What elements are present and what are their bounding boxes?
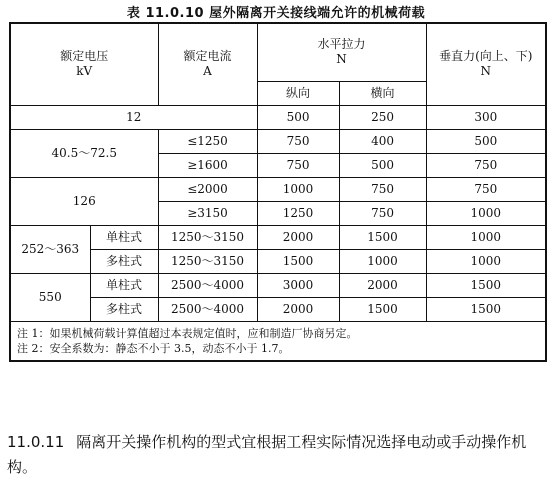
header-row	[10, 23, 546, 81]
cell-current: ≥3150	[158, 201, 257, 225]
cell-vertical: 750	[426, 177, 546, 201]
cell-current: ≥1600	[158, 153, 257, 177]
cell-longitudinal: 1500	[257, 249, 339, 273]
cell-current: 1250～3150	[158, 249, 257, 273]
cell-transverse: 400	[339, 129, 426, 153]
notes-row	[10, 321, 546, 361]
cell-column-type: 单柱式	[90, 225, 158, 249]
table-row	[10, 273, 546, 297]
cell-longitudinal: 1000	[257, 177, 339, 201]
cell-transverse: 1500	[339, 297, 426, 321]
cell-vertical: 1000	[426, 249, 546, 273]
table-row	[10, 225, 546, 249]
mechanical-load-table	[9, 22, 547, 362]
cell-transverse: 750	[339, 177, 426, 201]
cell-voltage: 12	[10, 105, 257, 129]
cell-column-type: 多柱式	[90, 249, 158, 273]
table-row	[10, 177, 546, 201]
cell-longitudinal: 2000	[257, 297, 339, 321]
cell-transverse: 1000	[339, 249, 426, 273]
cell-vertical: 1500	[426, 297, 546, 321]
header-vertical-force: 垂直力(向上、下) N	[426, 23, 546, 105]
cell-current: 2500～4000	[158, 297, 257, 321]
note-1: 注 1：如果机械荷载计算值超过本表规定值时，应和制造厂协商另定。	[17, 326, 358, 340]
cell-transverse: 750	[339, 201, 426, 225]
table-title: 表 11.0.10 屋外隔离开关接线端允许的机械荷载	[126, 6, 426, 21]
cell-voltage: 550	[10, 273, 90, 321]
clause-11-0-11	[7, 430, 547, 480]
cell-transverse: 2000	[339, 273, 426, 297]
cell-voltage: 252～363	[10, 225, 90, 273]
cell-voltage: 126	[10, 177, 158, 225]
cell-vertical: 1000	[426, 201, 546, 225]
cell-column-type: 多柱式	[90, 297, 158, 321]
cell-transverse: 1500	[339, 225, 426, 249]
cell-voltage: 40.5～72.5	[10, 129, 158, 177]
table-row	[10, 249, 546, 273]
header-voltage: 额定电压 kV	[10, 23, 158, 105]
clause-text: 隔离开关操作机构的型式宜根据工程实际情况选择电动或手动操作机构。	[7, 433, 527, 476]
cell-column-type: 单柱式	[90, 273, 158, 297]
header-transverse: 横向	[339, 81, 426, 105]
cell-current: 1250～3150	[158, 225, 257, 249]
cell-vertical: 1000	[426, 225, 546, 249]
table-row	[10, 129, 546, 153]
table-row	[10, 105, 546, 129]
cell-vertical: 500	[426, 129, 546, 153]
cell-longitudinal: 3000	[257, 273, 339, 297]
clause-number: 11.0.11	[7, 433, 65, 451]
cell-transverse: 500	[339, 153, 426, 177]
cell-vertical: 300	[426, 105, 546, 129]
table-row	[10, 297, 546, 321]
cell-longitudinal: 500	[257, 105, 339, 129]
cell-longitudinal: 750	[257, 153, 339, 177]
cell-current: ≤2000	[158, 177, 257, 201]
table-notes	[10, 321, 546, 361]
cell-current: 2500～4000	[158, 273, 257, 297]
cell-longitudinal: 750	[257, 129, 339, 153]
cell-vertical: 750	[426, 153, 546, 177]
cell-longitudinal: 2000	[257, 225, 339, 249]
cell-vertical: 1500	[426, 273, 546, 297]
header-current: 额定电流 A	[158, 23, 257, 105]
cell-transverse: 250	[339, 105, 426, 129]
cell-longitudinal: 1250	[257, 201, 339, 225]
cell-current: ≤1250	[158, 129, 257, 153]
note-2: 注 2：安全系数为：静态不小于 3.5，动态不小于 1.7。	[17, 341, 290, 355]
header-longitudinal: 纵向	[257, 81, 339, 105]
header-horizontal-force: 水平拉力 N	[257, 23, 426, 81]
